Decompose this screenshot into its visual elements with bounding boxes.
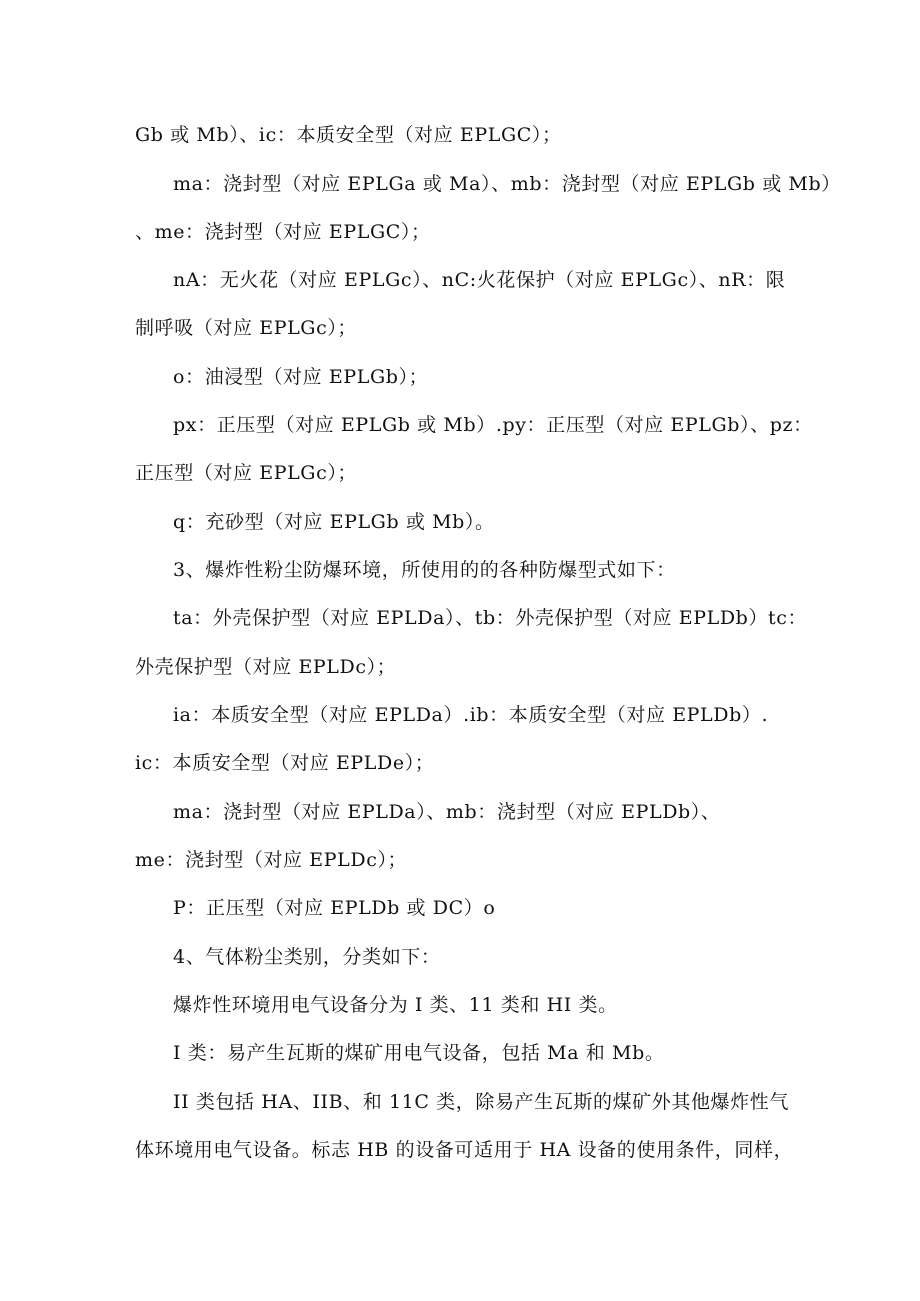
text-line: 爆炸性环境用电气设备分为 I 类、11 类和 HI 类。	[173, 994, 618, 1016]
text-line: I 类：易产生瓦斯的煤矿用电气设备，包括 Ma 和 Mb。	[173, 1042, 665, 1064]
text-line: me：浇封型（对应 EPLDc）；	[135, 849, 408, 871]
text-line: ma：浇封型（对应 EPLGa 或 Ma）、mb：浇封型（对应 EPLGb 或 Mb）	[173, 173, 841, 195]
text-line: P：正压型（对应 EPLDb 或 DC）o	[173, 897, 496, 919]
text-line: ic：本质安全型（对应 EPLDe）；	[135, 752, 435, 774]
text-line: o：油浸型（对应 EPLGb）；	[173, 366, 429, 388]
text-line: 外壳保护型（对应 EPLDc）；	[135, 656, 397, 678]
text-line: ma：浇封型（对应 EPLDa）、mb：浇封型（对应 EPLDb）、	[173, 801, 721, 823]
text-line: q：充砂型（对应 EPLGb 或 Mb）。	[173, 511, 495, 533]
text-line: 制呼吸（对应 EPLGc）；	[135, 317, 358, 339]
text-line: II 类包括 HA、IIB、和 11C 类，除易产生瓦斯的煤矿外其他爆炸性气	[173, 1091, 789, 1113]
text-line: nA：无火花（对应 EPLGc）、nC:火花保护（对应 EPLGc）、nR：限	[173, 269, 786, 291]
section-heading: 4、气体粉尘类别，分类如下：	[173, 946, 441, 968]
text-line: Gb 或 Mb）、ic：本质安全型（对应 EPLGC）；	[135, 124, 562, 146]
text-line: ia：本质安全型（对应 EPLDa）.ib：本质安全型（对应 EPLDb）.	[173, 704, 769, 726]
text-line: 、me：浇封型（对应 EPLGC）；	[135, 221, 431, 243]
text-line: 体环境用电气设备。标志 HB 的设备可适用于 HA 设备的使用条件，同样，	[135, 1139, 794, 1161]
text-line: ta：外壳保护型（对应 EPLDa）、tb：外壳保护型（对应 EPLDb）tc：	[173, 607, 808, 629]
text-line: 正压型（对应 EPLGc）；	[135, 462, 358, 484]
text-line: px：正压型（对应 EPLGb 或 Mb）.py：正压型（对应 EPLGb）、pz：	[173, 414, 813, 436]
section-heading: 3、爆炸性粉尘防爆环境，所使用的的各种防爆型式如下：	[173, 559, 676, 581]
